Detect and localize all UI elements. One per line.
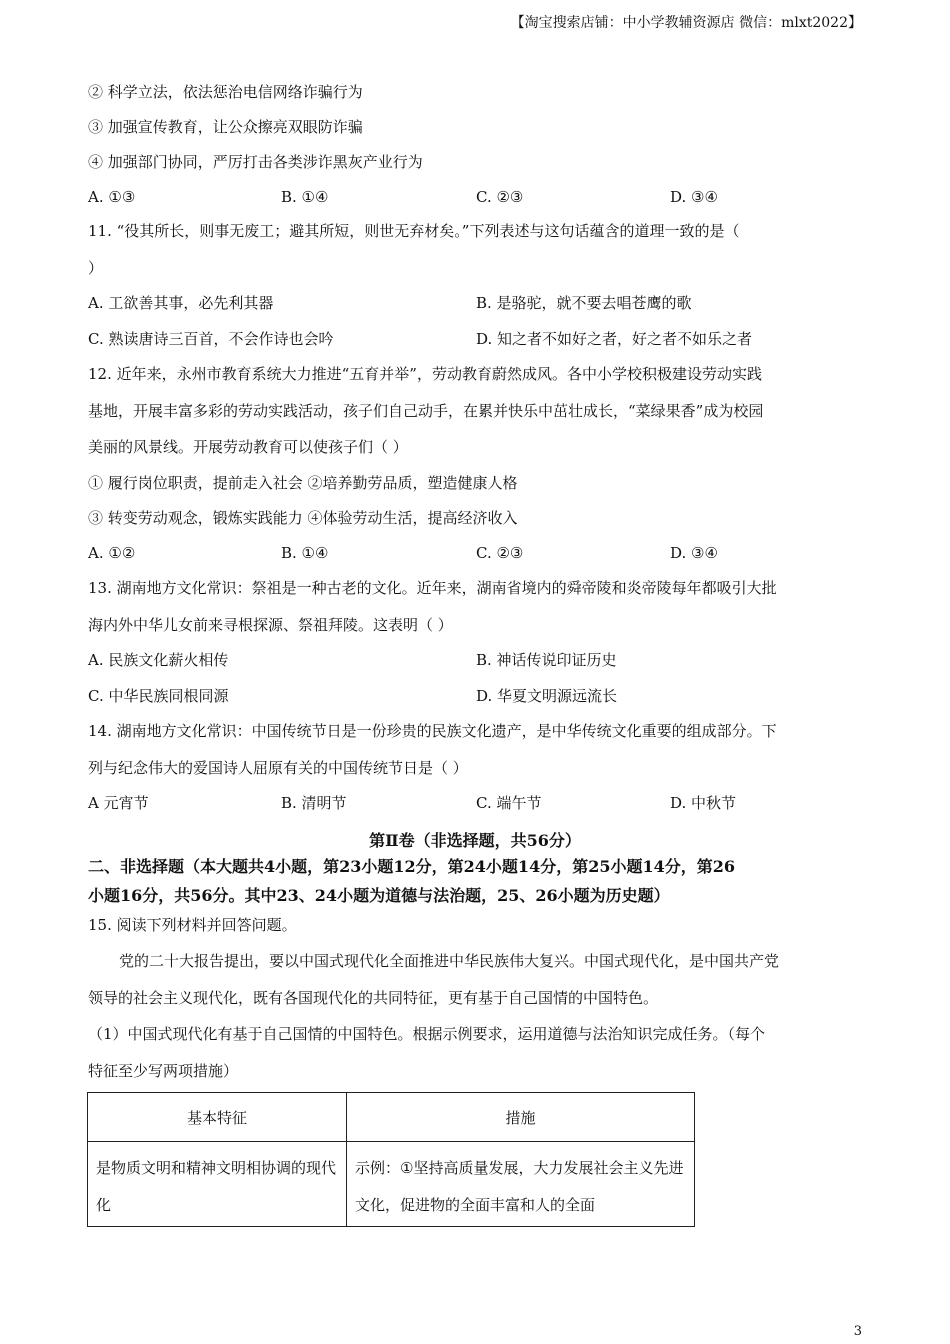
- q13-option-b: B. 神话传说印证历史: [476, 651, 617, 669]
- part2-title: 第Ⅱ卷（非选择题，共56分）: [369, 831, 581, 850]
- q11-stem-cont: ）: [88, 259, 104, 277]
- q13-stem-line2: 海内外中华儿女前来寻根探源、祭祖拜陵。这表明（ ）: [88, 616, 453, 634]
- q15-sub1-line2: 特征至少写两项措施）: [88, 1062, 239, 1080]
- q15-material-line2: 领导的社会主义现代化，既有各国现代化的共同特征，更有基于自己国情的中国特色。: [88, 989, 659, 1007]
- q10-option-d: D. ③④: [670, 188, 718, 206]
- q14-option-a: A 元宵节: [88, 794, 149, 812]
- q11-option-a: A. 工欲善其事，必先利其器: [88, 294, 274, 312]
- page-number: 3: [853, 1324, 862, 1339]
- q12-stem-line2: 基地，开展丰富多彩的劳动实践活动，孩子们自己动手，在累并快乐中茁壮成长，“菜绿果香”成为校园: [88, 402, 764, 420]
- q15-stem: 15. 阅读下列材料并回答问题。: [88, 916, 297, 934]
- q10-statement-4: ④ 加强部门协同，严厉打击各类涉诈黑灰产业行为: [88, 153, 423, 171]
- q12-option-d: D. ③④: [670, 544, 718, 562]
- q15-material-line1: 党的二十大报告提出，要以中国式现代化全面推进中华民族伟大复兴。中国式现代化，是中国共产党: [119, 952, 780, 970]
- table-cell-measures: 示例：①坚持高质量发展，大力发展社会主义先进文化，促进物的全面丰富和人的全面: [347, 1142, 695, 1227]
- q13-option-d: D. 华夏文明源远流长: [476, 687, 618, 705]
- q10-statement-3: ③ 加强宣传教育，让公众擦亮双眼防诈骗: [88, 118, 363, 136]
- q12-stem-line1: 12. 近年来，永州市教育系统大力推进“五育并举”，劳动教育蔚然成风。各中小学校积极建设劳动实践: [88, 365, 762, 383]
- q11-option-c: C. 熟读唐诗三百首，不会作诗也会吟: [88, 330, 334, 348]
- q13-option-c: C. 中华民族同根同源: [88, 687, 229, 705]
- q10-statement-2: ② 科学立法，依法惩治电信网络诈骗行为: [88, 83, 363, 101]
- q13-stem-line1: 13. 湖南地方文化常识：祭祖是一种古老的文化。近年来，湖南省境内的舜帝陵和炎帝陵每年都吸引大批: [88, 579, 777, 597]
- q14-stem-line2: 列与纪念伟大的爱国诗人屈原有关的中国传统节日是（ ）: [88, 759, 468, 777]
- q12-statements-2: ③ 转变劳动观念，锻炼实践能力 ④体验劳动生活，提高经济收入: [88, 509, 518, 527]
- q15-sub1-line1: （1）中国式现代化有基于自己国情的中国特色。根据示例要求，运用道德与法治知识完成任务。（每个: [88, 1025, 766, 1043]
- q10-option-c: C. ②③: [476, 188, 524, 206]
- q11-option-b: B. 是骆驼，就不要去唱苍鹰的歌: [476, 294, 692, 312]
- q11-stem: 11. “役其所长，则事无废工；避其所短，则世无弃材矣。”下列表述与这句话蕴含的道理一致的是（: [88, 222, 740, 240]
- q10-option-b: B. ①④: [281, 188, 329, 206]
- table-header-measures: 措施: [347, 1093, 695, 1142]
- section-heading-line1: 二、非选择题（本大题共4小题，第23小题12分，第24小题14分，第25小题14分，第26: [88, 857, 735, 876]
- q14-option-d: D. 中秋节: [670, 794, 737, 812]
- q12-statements-1: ① 履行岗位职责，提前走入社会 ②培养勤劳品质，塑造健康人格: [88, 474, 518, 492]
- page-header: 【淘宝搜索店铺：中小学教辅资源店 微信：mlxt2022】: [510, 15, 862, 31]
- q14-option-c: C. 端午节: [476, 794, 542, 812]
- q12-option-a: A. ①②: [88, 544, 136, 562]
- q11-option-d: D. 知之者不如好之者，好之者不如乐之者: [476, 330, 753, 348]
- q14-stem-line1: 14. 湖南地方文化常识：中国传统节日是一份珍贵的民族文化遗产，是中华传统文化重要的组成部分。下: [88, 722, 777, 740]
- q12-option-b: B. ①④: [281, 544, 329, 562]
- q12-stem-line3: 美丽的风景线。开展劳动教育可以使孩子们（ ）: [88, 438, 408, 456]
- q13-option-a: A. 民族文化薪火相传: [88, 651, 229, 669]
- q14-option-b: B. 清明节: [281, 794, 347, 812]
- q15-answer-table: [87, 1092, 695, 1227]
- q10-option-a: A. ①③: [88, 188, 136, 206]
- table-cell-feature: 是物质文明和精神文明相协调的现代化: [88, 1142, 347, 1227]
- q12-option-c: C. ②③: [476, 544, 524, 562]
- table-header-feature: 基本特征: [88, 1093, 347, 1142]
- section-heading-line2: 小题16分，共56分。其中23、24小题为道德与法治题，25、26小题为历史题）: [88, 886, 670, 905]
